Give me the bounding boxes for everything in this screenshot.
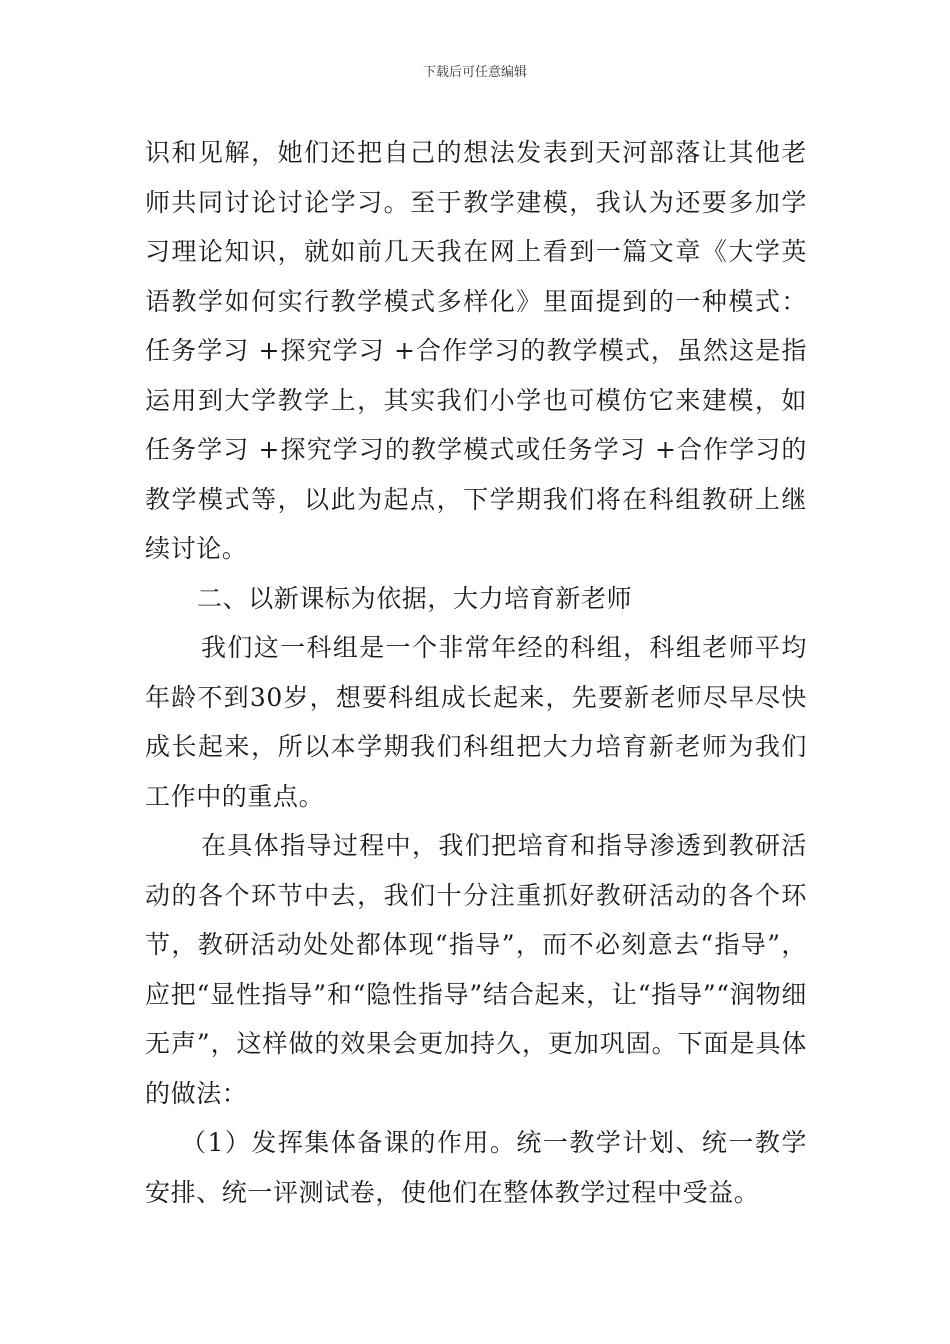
paragraph-continuation: 识和见解，她们还把自己的想法发表到天河部落让其他老师共同讨论讨论学习。至于教学建模，我认为还要多加学习理论知识，就如前几天我在网上看到一篇文章《大学英语教学如何实行教学模式多样化》里面提到的一种模式：任务学习 +探究学习 +合作学习的教学模式，虽然这是指运用到大学教学上，其实我们小学也可模仿它来建模，如任务学习 +探究学习的教学模式或任务学习 +合作学习的教学模式等，以此为起点，下学期我们将在科组教研上继续讨论。 xyxy=(145,138,807,563)
paragraph: 我们这一科组是一个非常年经的科组，科组老师平均年龄不到30岁，想要科组成长起来，先要新老师尽早尽快成长起来，所以本学期我们科组把大力培育新老师为我们工作中的重点。 xyxy=(145,633,807,811)
document-body xyxy=(145,128,807,1217)
list-item-paragraph: （1）发挥集体备课的作用。统一教学计划、统一教学安排、统一评测试卷，使他们在整体教学过程中受益。 xyxy=(145,1128,807,1207)
page-header: 下载后可任意编辑 xyxy=(422,65,527,80)
paragraph: 在具体指导过程中，我们把培育和指导渗透到教研活动的各个环节中去，我们十分注重抓好教研活动的各个环节，教研活动处处都体现“指导”，而不必刻意去“指导”，应把“显性指导”和“隐性指导”结合起来，让“指导”“润物细无声”，这样做的效果会更加持久，更加巩固。下面是具体的做法： xyxy=(145,831,807,1108)
section-heading: 二、以新课标为依据，大力培育新老师 xyxy=(197,583,633,613)
